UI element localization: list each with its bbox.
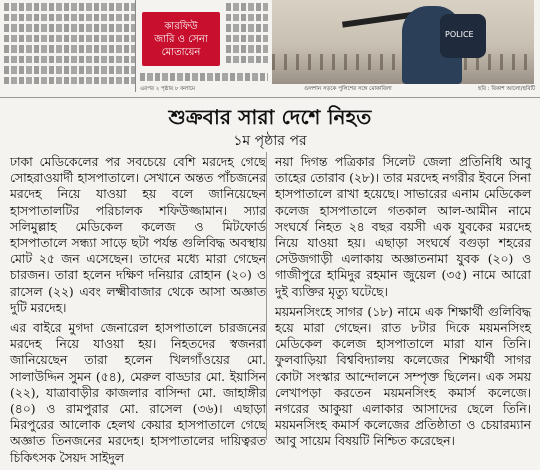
curfew-badge [142,12,220,66]
previous-article-strip [0,0,540,95]
photo-caption: গুলশান সড়কে পুলিশের সঙ্গে মোকাবিলা [304,86,392,92]
article-column-left [10,154,266,470]
paragraph: ঢাকা মেডিকেলের পর সবচেয়ে বেশি মরদেহ গেছে সোহরাওয়ার্দী হাসপাতালে। সেখানে অন্তত পাঁচজনের মরদেহ নিয়ে যাওয়া হয় বলে জানিয়েছেন হাসপাতালটির পরিচালক শফিউজ্জামান। স্যার সলিমুল্লাহ মেডিকেল কলেজ ও মিটফোর্ড হাসপাতালে সন্ধ্যা সাড়ে ছটা পর্যন্ত গুলিবিদ্ধ অবস্থায় মোট ২৫ জন এসেছেন। তাদের মধ্যে মারা গেছেন চারজন। তারা হলেন দক্ষিণ দনিয়ার রোহান (২০) ও রাসেল (২২) এবং লক্ষ্মীবাজার থেকে আসা অজ্ঞাত দুটি মরদেহ। [10,155,266,315]
previous-column-3 [226,0,268,92]
badge-line-3: মোতায়েন [161,46,201,58]
article-subhead: ১ম পৃষ্ঠার পর [233,133,307,149]
continued-note: এরপর ২ পৃষ্ঠায় ৮ কলামে [140,86,196,92]
paragraph: এর বাইরে মুগদা জেনারেল হাসপাতালে চারজনের মরদেহ নিয়ে যাওয়া হয়। নিহতদের স্বজনরা জানিয়েছেন তারা হলেন খিলগাঁওয়ের মো. সালাউদ্দিন সুমন (৫৪), মেরুল বাড্ডার মো. ইয়াসিন (২২), যাত্রাবাড়ীর কাজলার বাসিন্দা মো. জাহাঙ্গীর (৪০) ও রামপুরার মো. রাসেল (৩৬)। এছাড়া মিরপুরের আলোক হেলথ কেয়ার হাসপাতালে গেছে অজ্ঞাত তিনজনের মরদেহ। হাসপাতালের দায়িত্বরত চিকিৎসক সৈয়দ সাইদুল [10,321,266,465]
article-headline: শুক্রবার সারা দেশে নিহত [168,105,372,129]
paragraph: নয়া দিগন্ত পত্রিকার সিলেট জেলা প্রতিনিধি আবু তাহের তোরাব (২৮)। তার মরদেহ নগরীর ইবনে সিনা হাসপাতালে রাখা হয়েছে। সাভারের এনাম মেডিকেল কলেজ হাসপাতালে গতকাল আল-আমীন নামে সংঘর্ষে নিহত ২৪ বছর বয়সী এক যুবকের মরদেহ নিয়ে যাওয়া হয়। এছাড়া সংঘর্ষে বগুড়া শহরের সেউজগাড়ী এলাকায় অজ্ঞাতনামা যুবক (২০) ও গাজীপুরে হামিদুর রহমান জুয়েল (৩৫) নামে আরো দুই ব্যক্তির মৃত্যু ঘটেছে। [275,155,531,299]
badge-line-1: কারফিউ [164,20,198,32]
paragraph: ময়মনসিংহে সাগর (১৮) নামে এক শিক্ষার্থী গুলিবিদ্ধ হয়ে মারা গেছেন। রাত ৮টার দিকে ময়মনসিংহ মেডিকেল কলেজ হাসপাতালে মারা যান তিনি। ফুলবাড়িয়া বিশ্ববিদ্যালয় কলেজের শিক্ষার্থী সাগর কোটা সংস্কার আন্দোলনে সম্পৃক্ত ছিলেন। এক সময় লেখাপড়া করতেন ময়মনসিংহ কমার্স কলেজে। নগরের আকুয়া এলাকার আসাদের ছেলে তিনি। ময়মনসিংহ কমার্স কলেজের প্রতিষ্ঠাতা ও চেয়ারম্যান আবু সায়েম বিষয়টি নিশ্চিত করেছেন। [275,304,531,449]
vest-text: POLICE [445,30,474,39]
police-vest [440,14,486,58]
news-photo [272,0,534,84]
photo-credit: ছবি : বিকাশ আলো/ছবিটি [478,86,536,92]
badge-line-2: জারি ও সেনা [154,33,208,45]
previous-column-1 [4,0,136,92]
column-rule [266,152,267,440]
section-divider [0,97,540,98]
article-column-right [275,154,531,454]
